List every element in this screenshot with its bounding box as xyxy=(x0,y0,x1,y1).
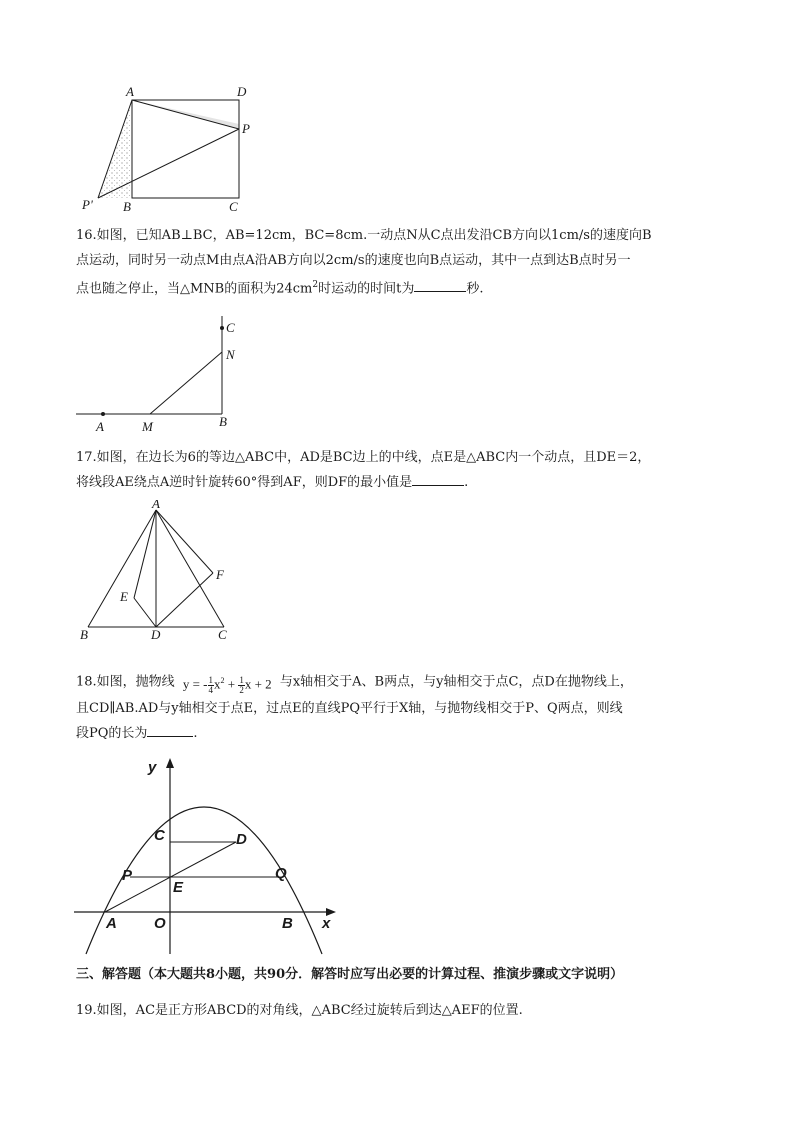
label-Q: Q xyxy=(275,865,287,882)
formula-sup: 2 xyxy=(220,676,225,685)
label-B: B xyxy=(123,199,131,214)
label-E: E xyxy=(173,879,184,896)
question-16 xyxy=(76,223,726,301)
label-C: C xyxy=(218,627,227,642)
q18-line3-b: . xyxy=(193,726,198,742)
q18-line2: 且CD∥AB.AD与y轴相交于点E，过点E的直线PQ平行于X轴，与抛物线相交于P、Q两点，则线 xyxy=(76,701,623,717)
label-E: E xyxy=(120,589,128,604)
label-D: D xyxy=(151,627,161,642)
q16-line3-b: 时运动的时间t为 xyxy=(318,281,415,297)
frac1-num: 1 xyxy=(208,674,213,685)
q17-line2-b: . xyxy=(464,475,469,490)
label-A: A xyxy=(126,84,134,99)
q16-answer-blank[interactable] xyxy=(414,277,466,292)
label-O: O xyxy=(154,915,166,932)
label-F: F xyxy=(216,567,224,582)
label-B: B xyxy=(219,414,227,429)
question-19 xyxy=(76,998,726,1023)
frac1-den: 4 xyxy=(208,684,213,695)
label-D: D xyxy=(237,84,247,99)
formula-lead: y = - xyxy=(182,676,208,692)
label-P: P xyxy=(242,121,250,136)
q16-line3-a: 点也随之停止，当△MNB的面积为24cm xyxy=(76,281,313,297)
label-x: x xyxy=(322,915,331,932)
label-A: A xyxy=(106,915,117,932)
frac2-num: 1 xyxy=(239,674,244,685)
label-M: M xyxy=(142,419,153,434)
q16-sup: 2 xyxy=(312,280,319,290)
label-C: C xyxy=(229,199,238,214)
formula-term1: x xyxy=(214,676,221,692)
formula-plus: + xyxy=(224,676,239,692)
label-D: D xyxy=(236,831,247,848)
frac2-den: 2 xyxy=(239,684,244,695)
q18-line1-b: 与x轴相交于A、B两点，与y轴相交于点C，点D在抛物线上， xyxy=(279,674,633,690)
label-B: B xyxy=(80,627,88,642)
label-C: C xyxy=(226,320,235,335)
label-y: y xyxy=(148,759,157,776)
figure-q18 xyxy=(74,756,344,956)
label-A: A xyxy=(152,500,160,511)
label-C: C xyxy=(154,827,165,844)
question-17 xyxy=(76,445,726,495)
q17-line1: 17.如图，在边长为6的等边△ABC中，AD是BC边上的中线，点E是△ABC内一个动点，且DE＝2， xyxy=(76,450,651,465)
label-A: A xyxy=(96,419,104,434)
q16-line3-c: 秒. xyxy=(466,281,484,297)
formula-term2: x + 2 xyxy=(244,676,272,692)
parabola-formula xyxy=(183,668,272,696)
q19-line1: 19.如图，AC是正方形ABCD的对角线，△ABC经过旋转后到达△AEF的位置. xyxy=(76,1003,523,1018)
q18-answer-blank[interactable] xyxy=(147,722,193,737)
label-N: N xyxy=(226,347,235,362)
label-B: B xyxy=(282,915,293,932)
q18-line1-a: 18.如图，抛物线 xyxy=(76,674,175,690)
question-18 xyxy=(76,668,726,746)
q17-answer-blank[interactable] xyxy=(412,471,464,486)
q17-line2-a: 将线段AE绕点A逆时针旋转60°得到AF，则DF的最小值是 xyxy=(76,475,413,490)
figure-q17 xyxy=(76,500,246,645)
section-3-title: 三、解答题（本大题共8小题，共90分．解答时应写出必要的计算过程、推演步骤或文字说明） xyxy=(76,967,624,982)
q16-line1: 16.如图，已知AB⊥BC，AB=12cm，BC=8cm.一动点N从C点出发沿CB方向以1cm/s的速度向B xyxy=(76,228,652,243)
figure-q16 xyxy=(76,316,256,436)
q16-line2: 点运动，同时另一动点M由点A沿AB方向以2cm/s的速度也向B点运动，其中一点到达B点时另一 xyxy=(76,253,631,268)
q18-line3-a: 段PQ的长为 xyxy=(76,726,148,742)
label-P: P xyxy=(122,867,133,884)
label-P-prime: P' xyxy=(82,197,93,212)
figure-q15 xyxy=(76,82,266,216)
